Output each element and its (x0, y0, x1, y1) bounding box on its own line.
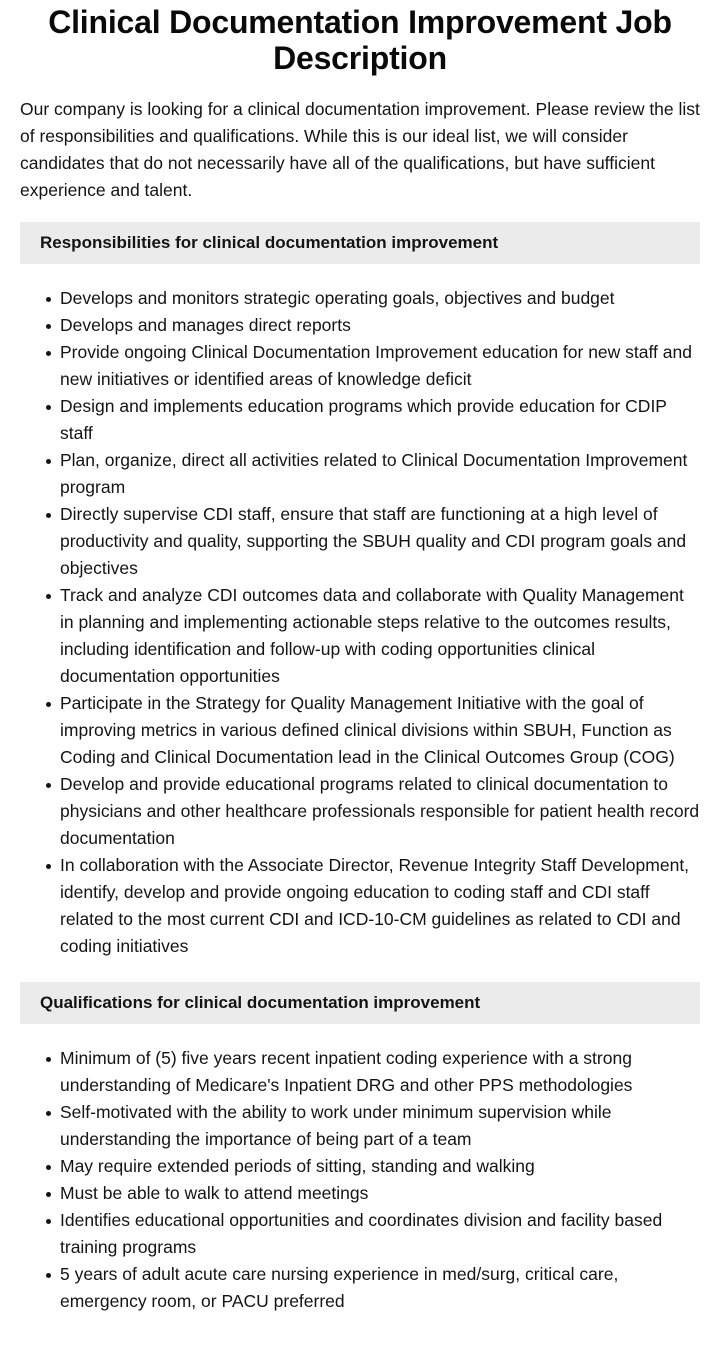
list-item: Self-motivated with the ability to work under minimum supervision while understanding the importance of being part of a team (60, 1099, 700, 1153)
list-item: Develops and monitors strategic operating goals, objectives and budget (60, 285, 700, 312)
responsibilities-heading: Responsibilities for clinical documentation improvement (20, 222, 700, 264)
qualifications-list (20, 1045, 700, 1315)
list-item: 5 years of adult acute care nursing experience in med/surg, critical care, emergency room, or PACU preferred (60, 1261, 700, 1315)
list-item: Identifies educational opportunities and coordinates division and facility based training programs (60, 1207, 700, 1261)
list-item: Must be able to walk to attend meetings (60, 1180, 700, 1207)
list-item: Develop and provide educational programs related to clinical documentation to physicians and other healthcare professionals responsible for patient health record documentation (60, 771, 700, 852)
page-title: Clinical Documentation Improvement Job Description (48, 4, 672, 76)
list-item: Develops and manages direct reports (60, 312, 700, 339)
list-item: Provide ongoing Clinical Documentation Improvement education for new staff and new initiatives or identified areas of knowledge deficit (60, 339, 700, 393)
list-item: Directly supervise CDI staff, ensure that staff are functioning at a high level of productivity and quality, supporting the SBUH quality and CDI program goals and objectives (60, 501, 700, 582)
list-item: In collaboration with the Associate Director, Revenue Integrity Staff Development, identify, develop and provide ongoing education to coding staff and CDI staff related to the most current CDI and ICD-10-CM guidelines as related to CDI and coding initiatives (60, 852, 700, 960)
list-item: Track and analyze CDI outcomes data and collaborate with Quality Management in planning and implementing actionable steps relative to the outcomes results, including identification and follow-up with coding opportunities clinical documentation opportunities (60, 582, 700, 690)
responsibilities-section (20, 222, 700, 960)
list-item: Participate in the Strategy for Quality Management Initiative with the goal of improving metrics in various defined clinical divisions within SBUH, Function as Coding and Clinical Documentation lead in the Clinical Outcomes Group (COG) (60, 690, 700, 771)
qualifications-section (20, 982, 700, 1315)
list-item: Plan, organize, direct all activities related to Clinical Documentation Improvement program (60, 447, 700, 501)
responsibilities-list (20, 285, 700, 960)
qualifications-heading: Qualifications for clinical documentation improvement (20, 982, 700, 1024)
intro-paragraph: Our company is looking for a clinical documentation improvement. Please review the list of responsibilities and qualifications. While this is our ideal list, we will consider candidates that do not necessarily have all of the qualifications, but have sufficient experience and talent. (20, 99, 700, 200)
section-divider (20, 960, 700, 964)
list-item: Design and implements education programs which provide education for CDIP staff (60, 393, 700, 447)
list-item: Minimum of (5) five years recent inpatient coding experience with a strong understanding of Medicare's Inpatient DRG and other PPS methodologies (60, 1045, 700, 1099)
list-item: May require extended periods of sitting, standing and walking (60, 1153, 700, 1180)
